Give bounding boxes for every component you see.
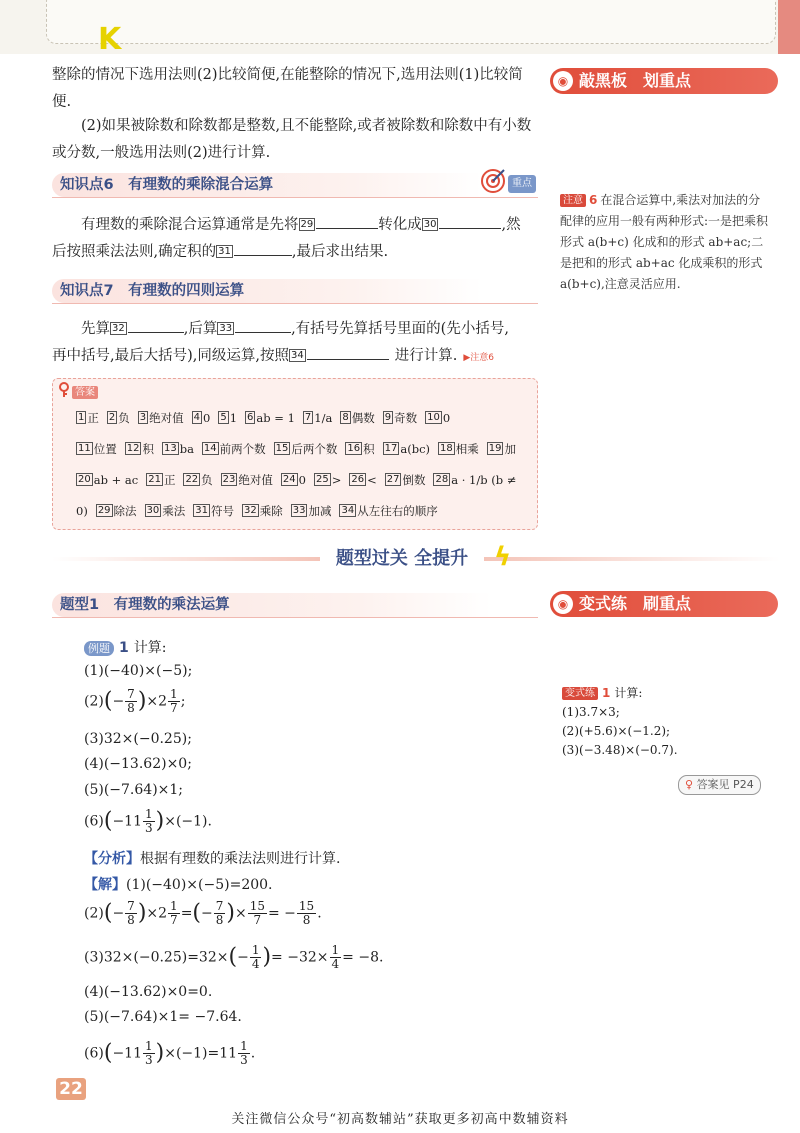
answer-item <box>340 410 374 426</box>
answer-item <box>96 503 137 519</box>
answer-text: 积 <box>142 442 154 456</box>
example-tag: 例题 <box>84 641 114 656</box>
answer-text: 1/a <box>314 411 333 425</box>
answer-item <box>162 441 194 457</box>
answer-number: 33 <box>292 505 306 516</box>
answer-text: 乘除 <box>259 504 283 518</box>
solution-1: 【解】(1)(−40)×(−5)=200. <box>84 877 273 893</box>
answer-item <box>383 410 417 426</box>
speaker-icon: ◉ <box>553 71 573 91</box>
kp6-line-1: 有理数的乘除混合运算通常是先将 29 转化成 30 ,然 <box>52 212 538 239</box>
answer-number: 17 <box>384 443 398 454</box>
answer-item <box>345 441 374 457</box>
answer-item <box>107 410 130 426</box>
key-point-tag: 重点 <box>508 175 536 193</box>
answer-text: 奇数 <box>394 411 418 425</box>
sidebar-note: 注意 6 在混合运算中,乘法对加法的分配律的应用一般有两种形式:一是把乘积形式 a(b+c) 化成和的形式 ab+ac;二是把和的形式 ab+ac 化成乘积的形式 a(b+c),注意灵活应用. <box>560 193 769 291</box>
answer-item <box>349 472 376 488</box>
answer-number: 19 <box>488 443 502 454</box>
kp7-line-1: 先算 32 ,后算 33 ,有括号先算括号里面的(先小括号, <box>52 316 538 343</box>
answer-item <box>274 441 338 457</box>
answer-text: ab = 1 <box>256 411 295 425</box>
answer-text: 除法 <box>113 504 137 518</box>
question-6: (6)(−11 $\frac{1}{3}$ )×(−1). <box>84 807 212 835</box>
answer-text: 加 <box>504 442 516 456</box>
blank-number: 31 <box>218 246 231 257</box>
kp7-bar <box>52 279 482 303</box>
answer-number: 18 <box>440 443 453 454</box>
answer-text: 0 <box>203 411 211 425</box>
answer-text: 0 <box>442 411 451 425</box>
section-title-bar <box>0 540 800 576</box>
solution-2: (2)(− $\frac{7}{8}$ )×2 $\frac{1}{7}$ =(− $\frac{7}{8}$ )× $\frac{15}{7}$ = − $\frac{15}{8}$ . <box>84 899 322 927</box>
answer-number: 2 <box>108 412 116 423</box>
analysis: 【分析】根据有理数的乘法法则进行计算. <box>84 851 341 867</box>
solution-5: (5)(−7.64)×1= −7.64. <box>84 1009 242 1025</box>
blank-33 <box>235 318 291 333</box>
target-icon <box>480 168 506 194</box>
blank-number: 34 <box>290 350 304 361</box>
sidebar-head-variant: ◉ 变式练 刷重点 <box>550 591 778 617</box>
answer-item <box>125 441 154 457</box>
answer-text: < <box>367 473 377 487</box>
kp6-line-2: 后按照乘法法则,确定积的 31 ,最后求出结果. <box>52 239 538 266</box>
answer-text: 负 <box>201 473 213 487</box>
answer-number: 9 <box>384 412 392 423</box>
answer-number: 34 <box>341 505 355 516</box>
answer-number: 13 <box>163 443 177 454</box>
blank-34 <box>307 345 389 360</box>
answer-number: 10 <box>427 412 440 423</box>
blank-number: 30 <box>423 219 437 230</box>
answer-number: 11 <box>78 443 91 454</box>
answer-item <box>76 472 138 488</box>
question-4: (4)(−13.62)×0; <box>84 756 192 772</box>
answers-label: 答案 <box>72 386 98 399</box>
answer-text: 倒数 <box>402 473 426 487</box>
answer-number: 32 <box>244 505 257 516</box>
answer-text: 积 <box>363 442 375 456</box>
answer-text: > <box>331 473 342 487</box>
type1-rule <box>52 617 538 618</box>
intro-paragraph-2: (2)如果被除数和除数都是整数,且不能整除,或者被除数和除数中有小数或分数,一般选用法则(2)进行计算. <box>52 118 532 161</box>
kp6-title: 知识点6 有理数的乘除混合运算 <box>60 177 274 193</box>
question-2: (2)(− $\frac{7}{8}$ )×2 $\frac{1}{7}$ ; <box>84 687 186 715</box>
answer-number: 3 <box>139 412 147 423</box>
answer-text: 从左往右的顺序 <box>357 504 438 518</box>
question-3: (3)32×(−0.25); <box>84 731 192 747</box>
answer-item <box>183 472 212 488</box>
example-heading: 例题 1 计算: <box>84 637 166 657</box>
answer-item <box>242 503 283 519</box>
answer-item <box>146 472 175 488</box>
solution-6: (6)(−11 $\frac{1}{3}$ )×(−1)=11 $\frac{1}{3}$ . <box>84 1039 256 1067</box>
answer-number: 4 <box>193 412 200 423</box>
answer-text: 相乘 <box>455 442 479 456</box>
variant-item: (1)3.7×3; <box>562 705 620 719</box>
answer-number: 12 <box>126 443 140 454</box>
answer-number: 27 <box>386 474 400 485</box>
answer-number: 31 <box>195 505 209 516</box>
blank-number: 32 <box>112 323 125 334</box>
answer-text: a(bc) <box>400 442 430 456</box>
sidebar-head-blackboard: ◉ 敲黑板 划重点 <box>550 68 778 94</box>
variant-item: (2)(+5.6)×(−1.2); <box>562 724 671 738</box>
question-1: (1)(−40)×(−5); <box>84 663 193 679</box>
kp7-line-2: 再中括号,最后大括号),同级运算,按照 34 进行计算. ▶注意6 <box>52 343 538 372</box>
answer-item <box>383 441 430 457</box>
answer-text: 正 <box>163 473 176 487</box>
answer-item <box>193 503 234 519</box>
answer-item <box>218 410 237 426</box>
lightning-icon: ϟ <box>494 542 512 572</box>
answer-number: 8 <box>342 412 349 423</box>
blank-32 <box>128 318 184 333</box>
kp6-bar <box>52 173 482 197</box>
section-title: 题型过关 全提升 <box>335 548 469 569</box>
answer-item <box>425 410 450 426</box>
answer-item <box>433 472 516 488</box>
answer-text: a · 1/b (b ≠ <box>451 473 517 487</box>
answer-item <box>303 410 332 426</box>
answer-number: 16 <box>347 443 361 454</box>
blank-number: 29 <box>300 219 314 230</box>
answer-item <box>291 503 332 519</box>
answer-text: ab + ac <box>93 473 139 487</box>
answer-number: 29 <box>97 505 111 516</box>
note-text: 在混合运算中,乘法对加法的分配律的应用一般有两种形式:一是把乘积形式 a(b+c) 化成和的形式 ab+ac;二是把和的形式 ab+ac 化成乘积的形式 a(b+c),注意灵活应用. <box>560 193 769 291</box>
answer-text: 绝对值 <box>238 473 273 487</box>
kp6-rule <box>52 197 538 198</box>
answer-text: 前两个数 <box>219 442 266 456</box>
blank-30 <box>439 214 501 229</box>
answer-text: 偶数 <box>351 411 375 425</box>
answer-item <box>192 410 211 426</box>
answer-text: 1 <box>229 411 238 425</box>
blank-number: 33 <box>219 323 233 334</box>
blank-29 <box>316 214 378 229</box>
answer-item <box>438 441 479 457</box>
answer-number: 1 <box>78 412 85 423</box>
answer-number: 20 <box>78 474 91 485</box>
type1-bar <box>52 593 492 617</box>
answers-row-4 <box>76 503 446 519</box>
answer-text: 加减 <box>308 504 332 518</box>
page-number: 22 <box>56 1078 86 1100</box>
answer-number: 28 <box>435 474 449 485</box>
type1-title: 题型1 有理数的乘法运算 <box>60 597 230 613</box>
answer-item <box>138 410 184 426</box>
key-icon: ♀ <box>685 778 694 791</box>
answer-number: 23 <box>222 474 236 485</box>
variant-item: (3)(−3.48)×(−0.7). <box>562 743 678 757</box>
previous-box <box>46 0 776 44</box>
answer-text: 乘法 <box>162 504 186 518</box>
answer-reference[interactable]: ♀ 答案见 P24 <box>678 775 761 795</box>
answer-text: 正 <box>87 411 99 425</box>
answer-number: 6 <box>247 412 254 423</box>
answers-row-2 <box>76 441 524 457</box>
answers-row-3 <box>76 472 524 488</box>
variant-exercise: 变式练 1 计算: (1)3.7×3; (2)(+5.6)×(−1.2); (3)(−3.48)×(−0.7). <box>562 684 678 760</box>
intro-paragraph-1: 整除的情况下选用法则(2)比较简便,在能整除的情况下,选用法则(1)比较简便. <box>52 67 523 110</box>
answer-number: 22 <box>185 474 199 485</box>
answer-item <box>76 503 88 519</box>
answer-text: 0) <box>76 504 88 518</box>
answer-item <box>339 503 437 519</box>
answer-item <box>76 410 99 426</box>
speaker-icon: ◉ <box>553 594 573 614</box>
answer-item <box>314 472 341 488</box>
footer-text: 关注微信公众号“初高数辅站”获取更多初高中数辅资料 <box>231 1112 569 1127</box>
answer-item <box>221 472 273 488</box>
answer-text: 负 <box>118 411 130 425</box>
answer-text: 0 <box>298 473 306 487</box>
kp7-rule <box>52 303 538 304</box>
answer-text: ba <box>179 442 194 456</box>
answer-number: 25 <box>315 474 329 485</box>
answer-number: 5 <box>220 412 227 423</box>
answer-number: 14 <box>203 443 217 454</box>
kp7-title: 知识点7 有理数的四则运算 <box>60 283 245 299</box>
answers-row-1 <box>76 410 458 426</box>
answer-text: 位置 <box>93 442 117 456</box>
k-mark: K <box>98 22 122 57</box>
blank-31 <box>234 241 292 256</box>
answer-number: 21 <box>148 474 161 485</box>
note-ref: ▶注意6 <box>463 353 494 363</box>
variant-tag: 变式练 <box>562 687 598 700</box>
answer-item <box>245 410 295 426</box>
answer-number: 15 <box>275 443 289 454</box>
answer-number: 26 <box>351 474 365 485</box>
answer-text: 符号 <box>211 504 235 518</box>
solution-4: (4)(−13.62)×0=0. <box>84 984 213 1000</box>
answer-text: 后两个数 <box>291 442 338 456</box>
answer-item <box>202 441 266 457</box>
question-5: (5)(−7.64)×1; <box>84 782 184 798</box>
answer-text: 绝对值 <box>149 411 184 425</box>
answer-item <box>145 503 186 519</box>
answer-item <box>487 441 516 457</box>
note-tag: 注意 <box>560 194 586 207</box>
edge-strip <box>778 0 800 54</box>
answer-number: 30 <box>146 505 160 516</box>
answer-item <box>385 472 426 488</box>
answer-item <box>76 441 117 457</box>
answer-number: 24 <box>282 474 296 485</box>
answer-number: 7 <box>304 412 312 423</box>
solution-3: (3)32×(−0.25)=32×(− $\frac{1}{4}$ )= −32× $\frac{1}{4}$ = −8. <box>84 943 384 971</box>
answer-item <box>281 472 306 488</box>
